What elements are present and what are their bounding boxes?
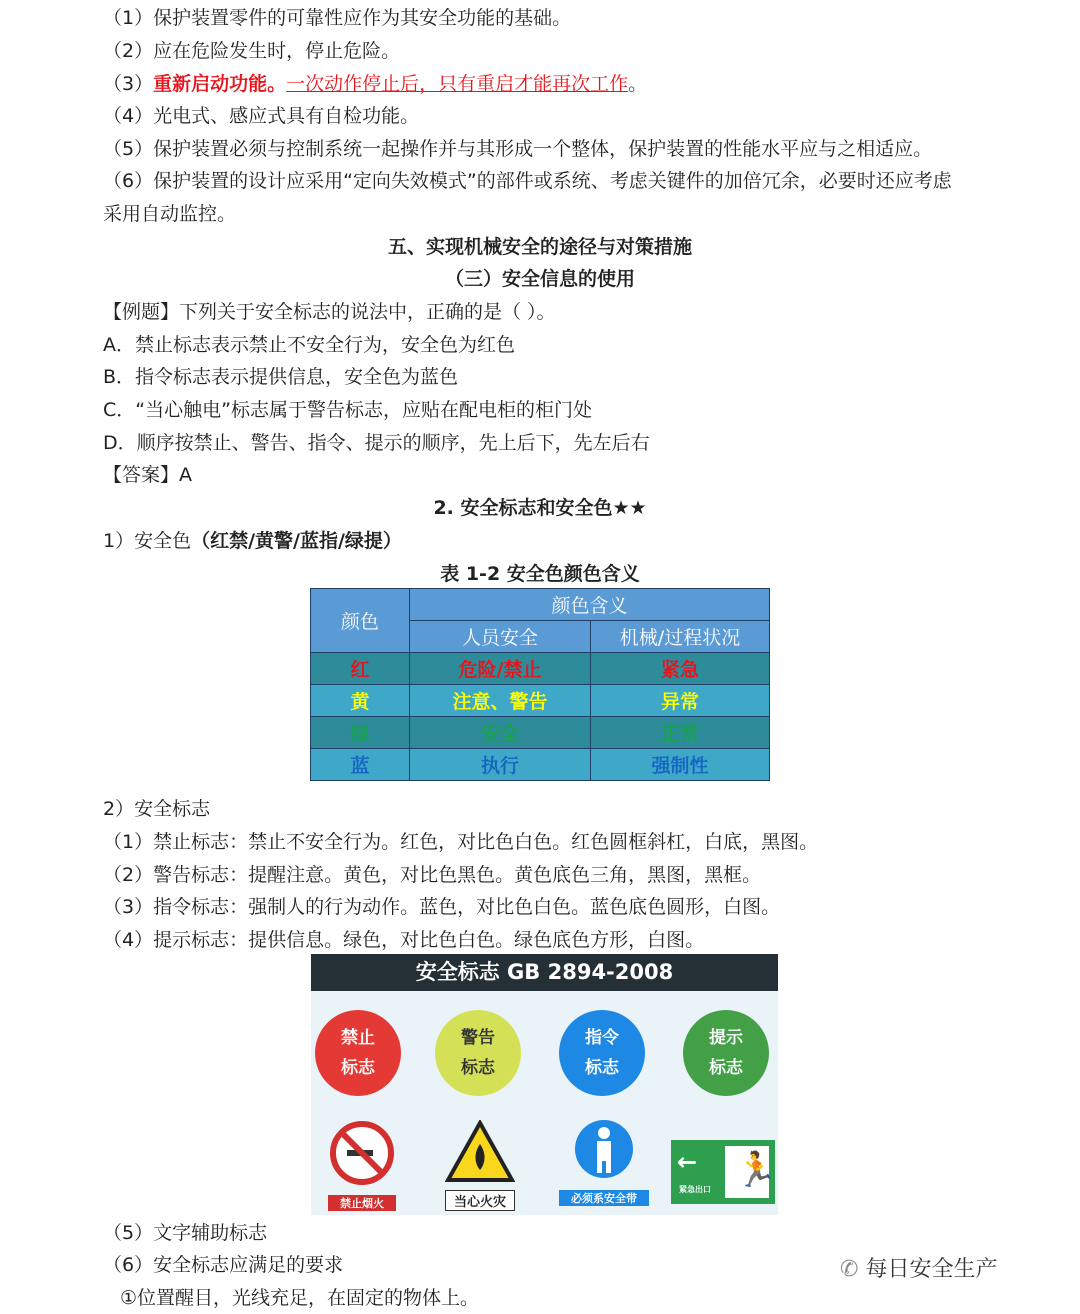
caption-fire-warning: 当心火灾: [445, 1190, 515, 1211]
image-title: 安全标志 GB 2894-2008: [311, 954, 778, 991]
sub1-label: 1）安全色: [103, 530, 192, 552]
cell-color: 蓝: [311, 749, 410, 781]
text-line-5: （5）保护装置必须与控制系统一起操作并与其形成一个整体，保护装置的性能水平应与之相适应。: [103, 138, 933, 160]
fire-warning-icon: [445, 1120, 515, 1184]
sign-line-1: （1）禁止标志：禁止不安全行为。红色，对比色白色。红色圆框斜杠，白底，黑图。: [103, 831, 819, 853]
bubble-line1: 提示: [709, 1028, 743, 1048]
safety-signs-image: [311, 954, 778, 1215]
bottom-line-3: ①位置醒目，光线充足，在固定的物体上。: [120, 1287, 480, 1309]
mandatory-bubble: [559, 1010, 645, 1096]
watermark-text: 每日安全生产: [865, 1257, 998, 1282]
subheading-colors: [103, 528, 402, 554]
line3-suffix: 。: [628, 73, 648, 95]
text-line-1: （1）保护装置零件的可靠性应作为其安全功能的基础。: [103, 7, 572, 29]
col-meaning-header: 颜色含义: [410, 589, 770, 621]
option-b: B．指令标志表示提供信息，安全色为蓝色: [103, 366, 459, 388]
information-bubble: [683, 1010, 769, 1096]
sign-line-3: （3）指令标志：强制人的行为动作。蓝色，对比色白色。蓝色底色圆形，白图。: [103, 896, 781, 918]
table-row-blue: [311, 749, 770, 781]
subheading-signs: 2）安全标志: [103, 798, 211, 820]
emergency-exit-icon: [671, 1140, 778, 1204]
heading-signs: 2. 安全标志和安全色★★: [433, 497, 647, 519]
text-line-6: （6）保护装置的设计应采用“定向失效模式”的部件或系统、考虑关键件的加倍冗余，必要时还应考虑: [103, 170, 952, 192]
safety-color-table: [310, 588, 770, 781]
heading-subsection: （三）安全信息的使用: [444, 268, 635, 290]
bubble-line2: 标志: [709, 1058, 743, 1078]
running-man-icon: 🏃: [735, 1150, 778, 1190]
bubble-line1: 指令: [585, 1028, 619, 1048]
col-color-header: 颜色: [311, 589, 410, 653]
heading-section: 五、实现机械安全的途径与对策措施: [387, 236, 692, 258]
option-d: D．顺序按禁止、警告、指令、提示的顺序，先上后下，先左后右: [103, 432, 650, 454]
warning-bubble: [435, 1010, 521, 1096]
cell-person: 注意、警告: [410, 685, 591, 717]
col-person-header: 人员安全: [410, 621, 591, 653]
table-row-red: [311, 653, 770, 685]
caption-safety-belt: 必须系安全带: [559, 1190, 649, 1206]
bottom-line-2: （6）安全标志应满足的要求: [103, 1254, 344, 1276]
cell-machine: 紧急: [591, 653, 770, 685]
wechat-icon: ✆: [840, 1257, 859, 1282]
caption-no-smoking: 禁止烟火: [328, 1195, 396, 1211]
cell-color: 绿: [311, 717, 410, 749]
table-row-green: [311, 717, 770, 749]
sub1-bold: （红禁/黄警/蓝指/绿提）: [191, 530, 402, 552]
option-a: A．禁止标志表示禁止不安全行为，安全色为红色: [103, 334, 515, 356]
cell-person: 执行: [410, 749, 591, 781]
bubble-line2: 标志: [585, 1058, 619, 1078]
caption-emergency-exit: 紧急出口: [679, 1185, 711, 1194]
table-row-yellow: [311, 685, 770, 717]
arrow-left-icon: ←: [677, 1148, 698, 1176]
bubble-line2: 标志: [461, 1058, 495, 1078]
answer: 【答案】A: [103, 464, 192, 486]
cell-machine: 强制性: [591, 749, 770, 781]
text-line-3: [103, 71, 647, 97]
line3-underlined: 一次动作停止后，只有重启才能再次工作: [286, 73, 629, 95]
line3-prefix: （3）: [103, 73, 154, 95]
bottom-line-1: （5）文字辅助标志: [103, 1222, 268, 1244]
col-machine-header: 机械/过程状况: [591, 621, 770, 653]
bubble-line1: 禁止: [341, 1028, 375, 1048]
table-caption: 表 1-2 安全色颜色含义: [440, 563, 640, 585]
option-c: C．“当心触电”标志属于警告标志，应贴在配电柜的柜门处: [103, 399, 592, 421]
example-question: 【例题】下列关于安全标志的说法中，正确的是（ ）。: [103, 301, 556, 323]
safety-belt-icon: [573, 1118, 635, 1180]
sign-line-2: （2）警告标志：提醒注意。黄色，对比色黑色。黄色底色三角，黑图，黑框。: [103, 864, 762, 886]
prohibition-bubble: [315, 1010, 401, 1096]
line3-bold: 重新启动功能。: [153, 73, 287, 95]
cell-machine: 异常: [591, 685, 770, 717]
cell-person: 危险/禁止: [410, 653, 591, 685]
bubble-line2: 标志: [341, 1058, 375, 1078]
bubble-line1: 警告: [461, 1028, 495, 1048]
text-line-2: （2）应在危险发生时，停止危险。: [103, 40, 401, 62]
text-line-7: 采用自动监控。: [103, 203, 237, 225]
watermark: [840, 1252, 997, 1283]
cell-person: 安全: [410, 717, 591, 749]
sign-line-4: （4）提示标志：提供信息。绿色，对比色白色。绿色底色方形，白图。: [103, 929, 705, 951]
no-smoking-icon: [329, 1120, 395, 1186]
text-line-4: （4）光电式、感应式具有自检功能。: [103, 105, 420, 127]
cell-machine: 正常: [591, 717, 770, 749]
cell-color: 黄: [311, 685, 410, 717]
cell-color: 红: [311, 653, 410, 685]
